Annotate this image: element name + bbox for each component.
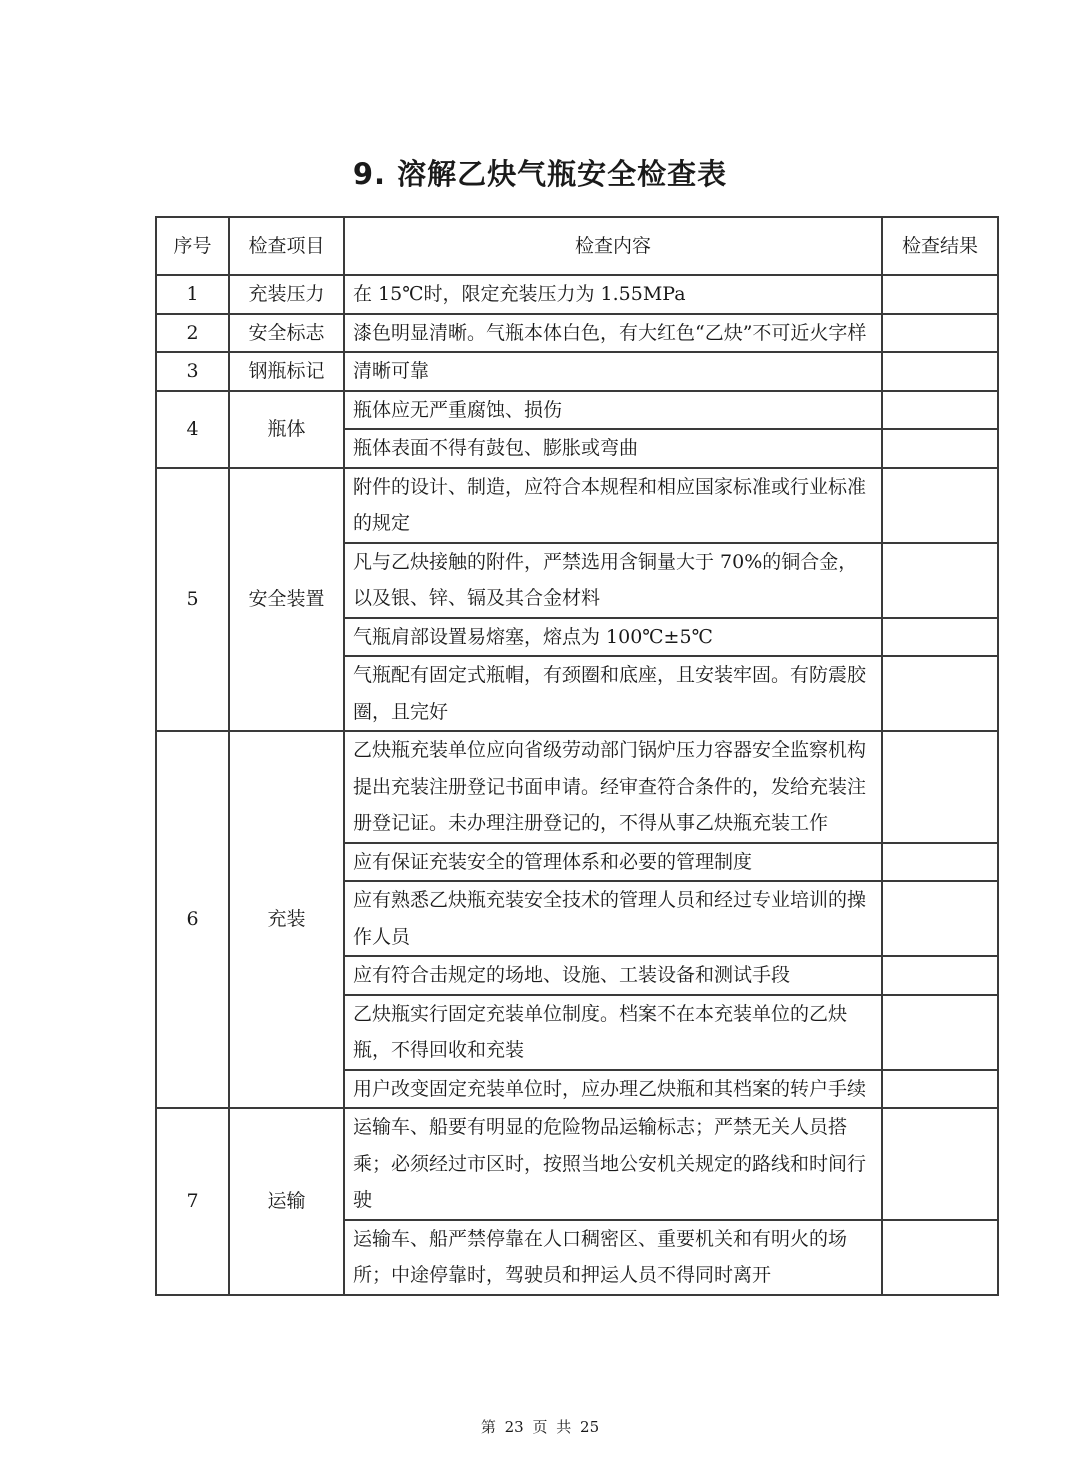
page-title: 9. 溶解乙炔气瓶安全检查表 (352, 157, 728, 191)
check-result-cell[interactable] (882, 618, 998, 657)
row-number: 5 (156, 468, 229, 732)
check-result-cell[interactable] (882, 314, 998, 353)
row-number: 2 (156, 314, 229, 353)
check-result-cell[interactable] (882, 731, 998, 843)
check-item: 运输 (229, 1108, 344, 1295)
check-content: 运输车、船要有明显的危险物品运输标志；严禁无关人员搭乘；必须经过市区时，按照当地公安机关规定的路线和时间行驶 (344, 1108, 882, 1220)
table-row (156, 391, 998, 430)
header-item: 检查项目 (229, 217, 344, 275)
check-result-cell[interactable] (882, 1070, 998, 1109)
check-result-cell[interactable] (882, 843, 998, 882)
check-result-cell[interactable] (882, 995, 998, 1070)
check-item: 充装压力 (229, 275, 344, 314)
check-content: 凡与乙炔接触的附件，严禁选用含铜量大于 70%的铜合金，以及银、锌、镉及其合金材料 (344, 543, 882, 618)
check-content: 附件的设计、制造，应符合本规程和相应国家标准或行业标准的规定 (344, 468, 882, 543)
inspection-table (155, 216, 999, 1296)
check-result-cell[interactable] (882, 391, 998, 430)
row-number: 3 (156, 352, 229, 391)
check-content: 气瓶肩部设置易熔塞，熔点为 100℃±5℃ (344, 618, 882, 657)
check-result-cell[interactable] (882, 468, 998, 543)
check-result-cell[interactable] (882, 656, 998, 731)
check-item: 安全标志 (229, 314, 344, 353)
check-content: 应有熟悉乙炔瓶充装安全技术的管理人员和经过专业培训的操作人员 (344, 881, 882, 956)
table-header-row (156, 217, 998, 275)
row-number: 6 (156, 731, 229, 1108)
table-row (156, 468, 998, 543)
check-item: 瓶体 (229, 391, 344, 468)
check-content: 在 15℃时，限定充装压力为 1.55MPa (344, 275, 882, 314)
page-footer: 第 23 页 共 25 (480, 1418, 600, 1436)
table-row (156, 275, 998, 314)
row-number: 4 (156, 391, 229, 468)
check-content: 气瓶配有固定式瓶帽，有颈圈和底座，且安装牢固。有防震胶圈，且完好 (344, 656, 882, 731)
header-no: 序号 (156, 217, 229, 275)
check-content: 运输车、船严禁停靠在人口稠密区、重要机关和有明火的场所；中途停靠时，驾驶员和押运人员不得同时离开 (344, 1220, 882, 1295)
table-body (156, 275, 998, 1295)
check-result-cell[interactable] (882, 429, 998, 468)
check-item: 充装 (229, 731, 344, 1108)
check-content: 漆色明显清晰。气瓶本体白色，有大红色“乙炔”不可近火字样 (344, 314, 882, 353)
table-row (156, 731, 998, 843)
check-content: 乙炔瓶实行固定充装单位制度。档案不在本充装单位的乙炔瓶，不得回收和充装 (344, 995, 882, 1070)
check-item: 钢瓶标记 (229, 352, 344, 391)
table-row (156, 1108, 998, 1220)
check-content: 应有保证充装安全的管理体系和必要的管理制度 (344, 843, 882, 882)
header-content: 检查内容 (344, 217, 882, 275)
row-number: 7 (156, 1108, 229, 1295)
check-content: 应有符合击规定的场地、设施、工装设备和测试手段 (344, 956, 882, 995)
check-item: 安全装置 (229, 468, 344, 732)
check-result-cell[interactable] (882, 352, 998, 391)
check-content: 瓶体应无严重腐蚀、损伤 (344, 391, 882, 430)
table-row (156, 352, 998, 391)
check-content: 乙炔瓶充装单位应向省级劳动部门锅炉压力容器安全监察机构提出充装注册登记书面申请。经审查符合条件的，发给充装注册登记证。未办理注册登记的，不得从事乙炔瓶充装工作 (344, 731, 882, 843)
header-result: 检查结果 (882, 217, 998, 275)
check-result-cell[interactable] (882, 1108, 998, 1220)
table-row (156, 314, 998, 353)
check-content: 瓶体表面不得有鼓包、膨胀或弯曲 (344, 429, 882, 468)
check-result-cell[interactable] (882, 881, 998, 956)
check-result-cell[interactable] (882, 275, 998, 314)
row-number: 1 (156, 275, 229, 314)
check-result-cell[interactable] (882, 543, 998, 618)
check-result-cell[interactable] (882, 1220, 998, 1295)
check-result-cell[interactable] (882, 956, 998, 995)
check-content: 清晰可靠 (344, 352, 882, 391)
check-content: 用户改变固定充装单位时，应办理乙炔瓶和其档案的转户手续 (344, 1070, 882, 1109)
